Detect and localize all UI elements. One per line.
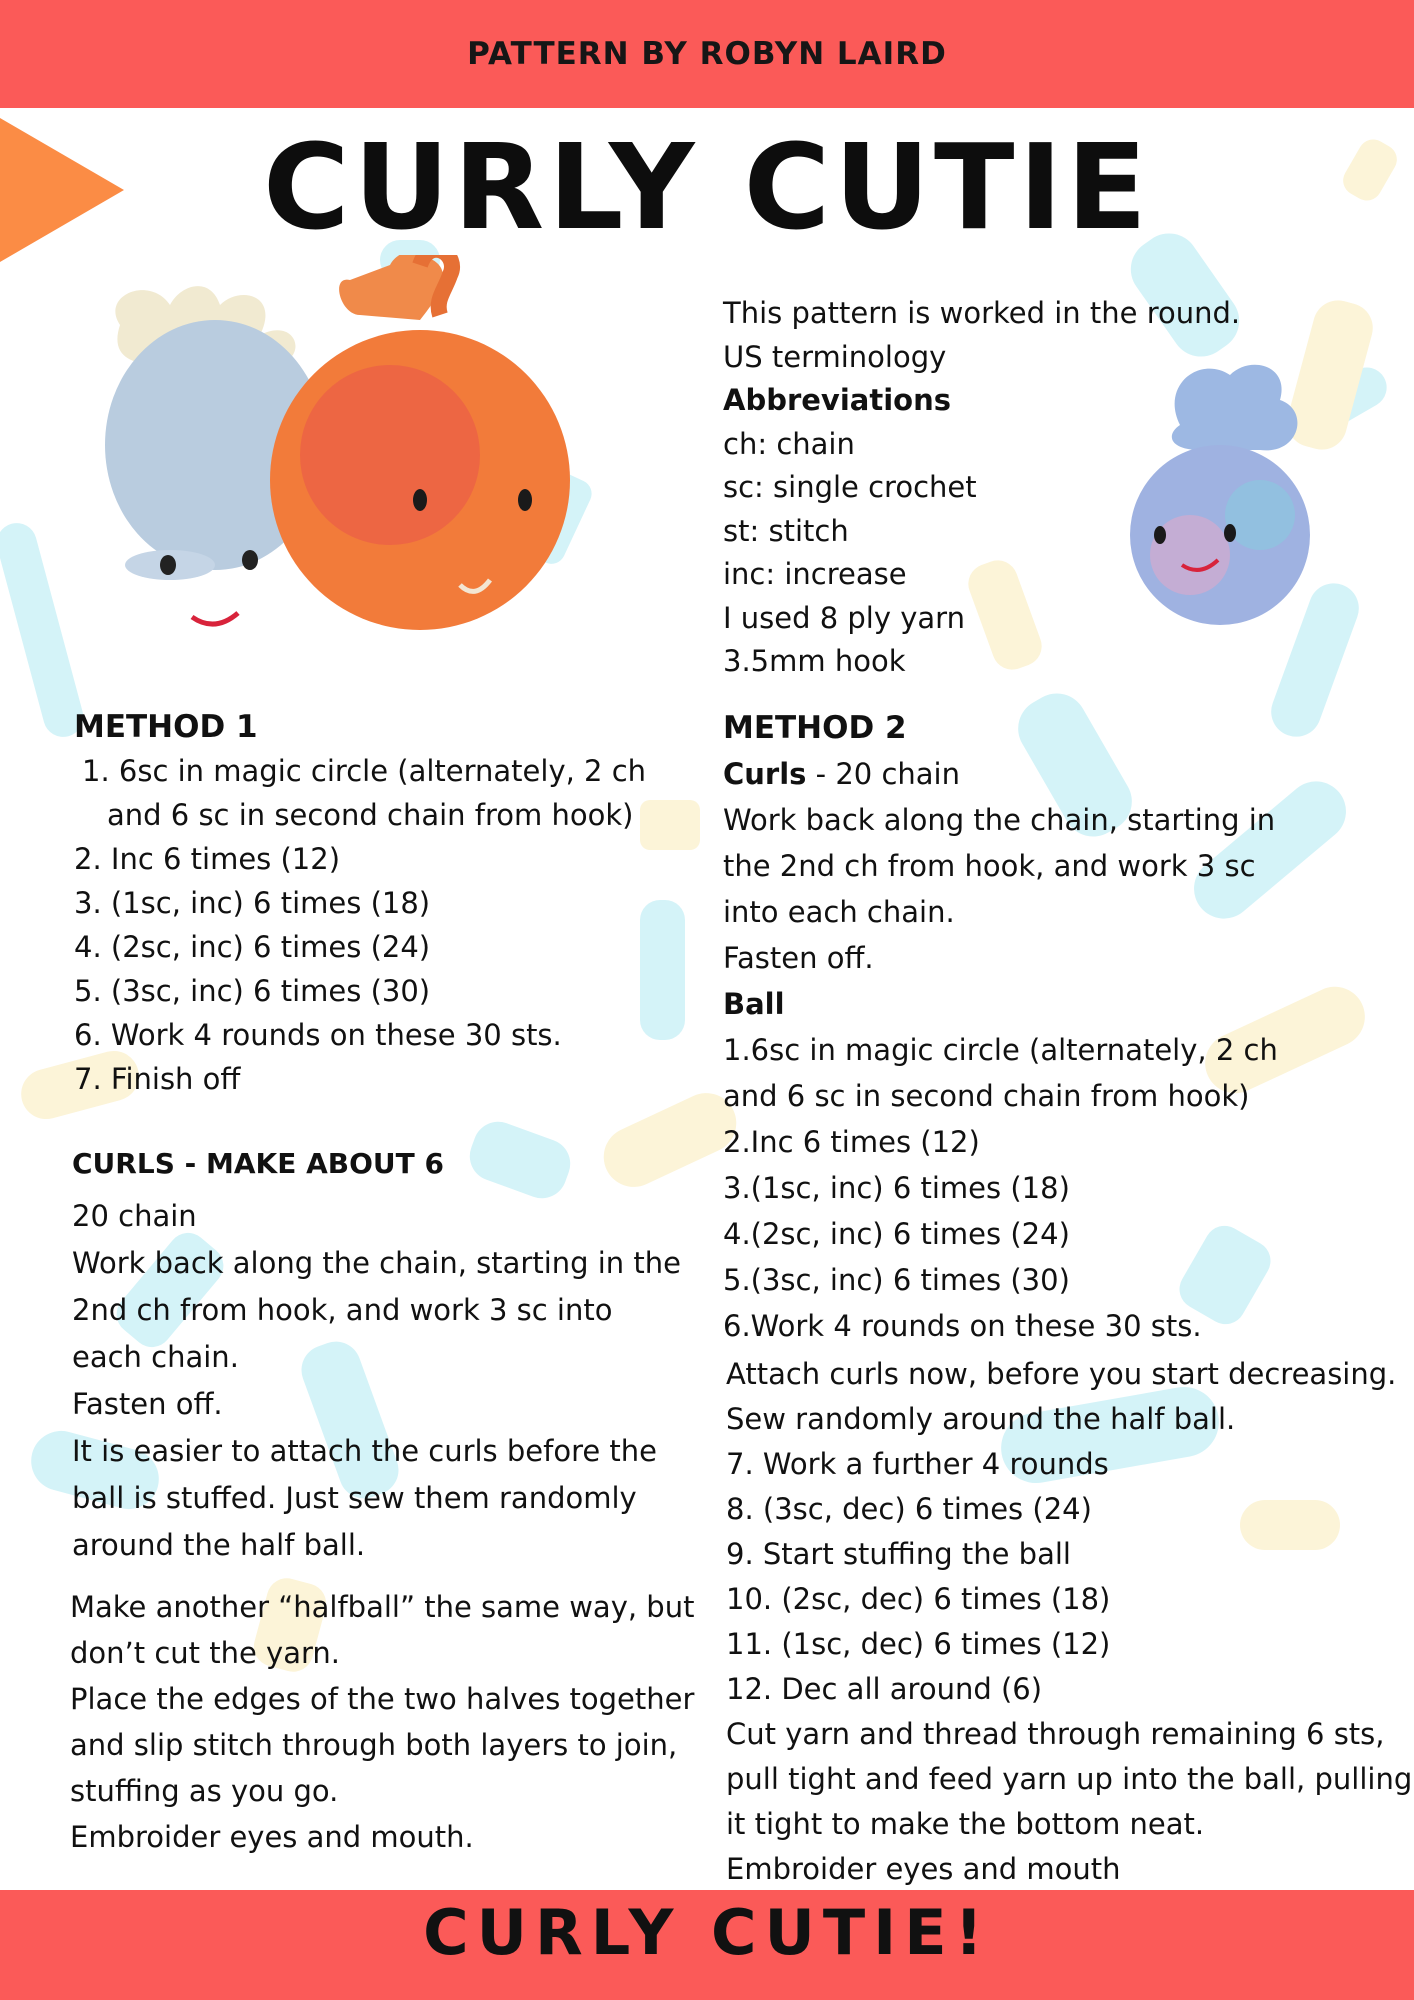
method2-section: [723, 705, 1278, 1349]
yarn-note: I used 8 ply yarn: [723, 600, 965, 635]
abbreviation-item: ch: chain: [723, 426, 855, 461]
finish-line: Attach curls now, before you start decreasing.: [726, 1357, 1397, 1391]
join-line: stuffing as you go.: [70, 1774, 339, 1808]
intro-line-1: This pattern is worked in the round.: [723, 296, 1241, 330]
method1-step: 3. (1sc, inc) 6 times (18): [74, 886, 431, 920]
method1-step: 6. Work 4 rounds on these 30 sts.: [74, 1018, 562, 1052]
join-line: Make another “halfball” the same way, but: [70, 1590, 695, 1624]
finish-line: 8. (3sc, dec) 6 times (24): [726, 1492, 1092, 1526]
join-section: [70, 1584, 694, 1860]
ball-step: 4.(2sc, inc) 6 times (24): [723, 1217, 1070, 1251]
ball-step: 2.Inc 6 times (12): [723, 1125, 980, 1159]
curls-label: Curls: [723, 757, 807, 791]
curls-line: 20 chain: [72, 1199, 197, 1233]
finish-line: 11. (1sc, dec) 6 times (12): [726, 1627, 1111, 1661]
method2-curls-text: into each chain.: [723, 895, 955, 929]
finish-line: 7. Work a further 4 rounds: [726, 1447, 1109, 1481]
curls-heading: CURLS - MAKE ABOUT 6: [72, 1147, 444, 1180]
method2-curls-text: the 2nd ch from hook, and work 3 sc: [723, 849, 1256, 883]
curls-line: ball is stuffed. Just sew them randomly: [72, 1481, 637, 1515]
ball-step: 3.(1sc, inc) 6 times (18): [723, 1171, 1070, 1205]
abbreviations-heading: Abbreviations: [723, 383, 951, 417]
intro-section: [723, 292, 1240, 684]
ball-heading: Ball: [723, 987, 785, 1021]
finishing-section: [726, 1352, 1412, 1892]
finish-line: Cut yarn and thread through remaining 6 sts,: [726, 1717, 1385, 1751]
page-title: CURLY CUTIE: [262, 118, 1152, 256]
curls-line: each chain.: [72, 1340, 239, 1374]
finish-line: pull tight and feed yarn up into the ball, pulling: [726, 1762, 1413, 1796]
hook-note: 3.5mm hook: [723, 644, 906, 678]
curls-value: - 20 chain: [806, 757, 960, 791]
method1-step: and 6 sc in second chain from hook): [107, 798, 634, 832]
method2-curls-line: [723, 751, 1278, 797]
method2-curls-text: Work back along the chain, starting in: [723, 803, 1276, 837]
join-line: and slip stitch through both layers to join,: [70, 1728, 678, 1762]
method1-step: 5. (3sc, inc) 6 times (30): [74, 974, 431, 1008]
method1-step: 4. (2sc, inc) 6 times (24): [74, 930, 431, 964]
finish-line: it tight to make the bottom neat.: [726, 1807, 1205, 1841]
footer-title: CURLY CUTIE!: [423, 1896, 991, 1969]
method1-heading: METHOD 1: [74, 709, 258, 745]
curls-line: around the half ball.: [72, 1528, 366, 1562]
method1-step: 2. Inc 6 times (12): [74, 842, 341, 876]
join-line: don’t cut the yarn.: [70, 1636, 341, 1670]
crochet-balls-photo: [90, 255, 610, 675]
method1-step: 7. Finish off: [74, 1062, 241, 1096]
finish-line: Sew randomly around the half ball.: [726, 1402, 1236, 1436]
finish-line: 12. Dec all around (6): [726, 1672, 1043, 1706]
curls-section: [72, 1140, 681, 1569]
method1-step: 1. 6sc in magic circle (alternately, 2 ch: [82, 754, 647, 788]
ball-step: 5.(3sc, inc) 6 times (30): [723, 1263, 1070, 1297]
orange-ball-right: [270, 255, 570, 630]
intro-line-2: US terminology: [723, 339, 947, 374]
join-line: Embroider eyes and mouth.: [70, 1820, 474, 1854]
curls-line: 2nd ch from hook, and work 3 sc into: [72, 1293, 613, 1327]
finish-line: 10. (2sc, dec) 6 times (18): [726, 1582, 1111, 1616]
curls-line: Fasten off.: [72, 1387, 223, 1421]
curls-line: It is easier to attach the curls before the: [72, 1434, 658, 1468]
ball-step: 6.Work 4 rounds on these 30 sts.: [723, 1309, 1202, 1343]
method1-section: [74, 705, 646, 1101]
abbreviation-item: inc: increase: [723, 557, 907, 591]
abbreviation-item: st: stitch: [723, 513, 849, 548]
join-line: Place the edges of the two halves together: [70, 1682, 695, 1716]
finish-line: 9. Start stuffing the ball: [726, 1537, 1071, 1571]
pattern-byline: PATTERN BY ROBYN LAIRD: [467, 36, 947, 72]
ball-step: 1.6sc in magic circle (alternately, 2 ch: [723, 1033, 1278, 1067]
abbreviation-item: sc: single crochet: [723, 470, 977, 504]
method2-curls-text: Fasten off.: [723, 941, 874, 975]
method2-heading: METHOD 2: [723, 710, 907, 746]
curls-line: Work back along the chain, starting in the: [72, 1246, 681, 1280]
ball-step: and 6 sc in second chain from hook): [723, 1079, 1250, 1113]
finish-line: Embroider eyes and mouth: [726, 1852, 1121, 1886]
